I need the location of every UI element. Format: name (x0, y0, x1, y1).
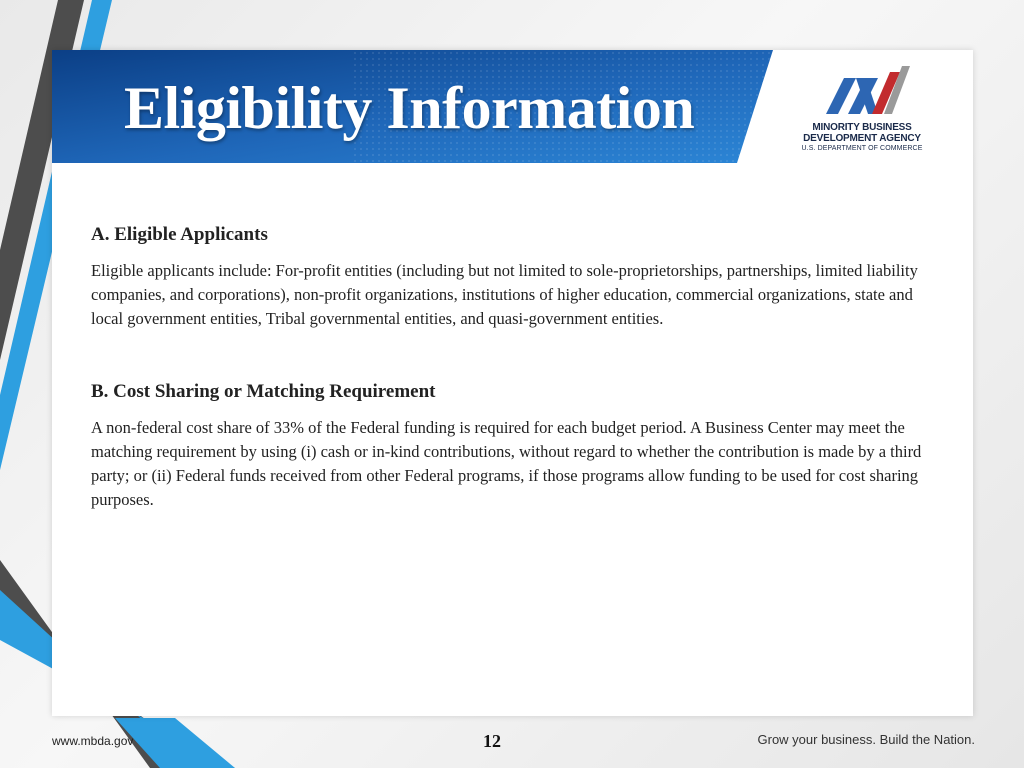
slide-title: Eligibility Information (124, 75, 695, 141)
logo-line-3: U.S. DEPARTMENT OF COMMERCE (801, 145, 923, 152)
section-heading: B. Cost Sharing or Matching Requirement (91, 380, 436, 402)
title-banner (52, 50, 773, 163)
slide-content (91, 224, 931, 512)
footer-url[interactable]: www.mbda.gov (52, 734, 134, 748)
mbda-logo-mark-icon (822, 64, 912, 116)
logo-line-1: MINORITY BUSINESS (812, 122, 912, 133)
section-body: A non-federal cost share of 33% of the Federal funding is required for each budget period. A Business Center may meet the matching requirement by using (i) cash or in-kind contributions, without regard to whether the contribution is made by a third party; or (ii) Federal funds received from other Federal programs, if those programs allow funding to be used for cost sharing purposes. (91, 417, 922, 509)
section-body: Eligible applicants include: For-profit entities (including but not limited to sole-proprietorships, partnerships, limited liability companies, and corporations), non-profit organizations, institutions of higher education, commercial organizations, state and local government entities, Tribal governmental entities, and quasi-government entities. (91, 260, 918, 328)
section-heading: A. Eligible Applicants (91, 224, 268, 245)
logo-line-2: DEVELOPMENT AGENCY (803, 133, 921, 144)
slide-card (52, 50, 973, 716)
section-eligible-applicants (91, 224, 931, 331)
mbda-logo (797, 64, 927, 154)
logo-text (797, 122, 927, 153)
footer-tagline: Grow your business. Build the Nation. (757, 732, 975, 747)
section-cost-sharing (91, 381, 931, 512)
page-number: 12 (483, 731, 501, 751)
